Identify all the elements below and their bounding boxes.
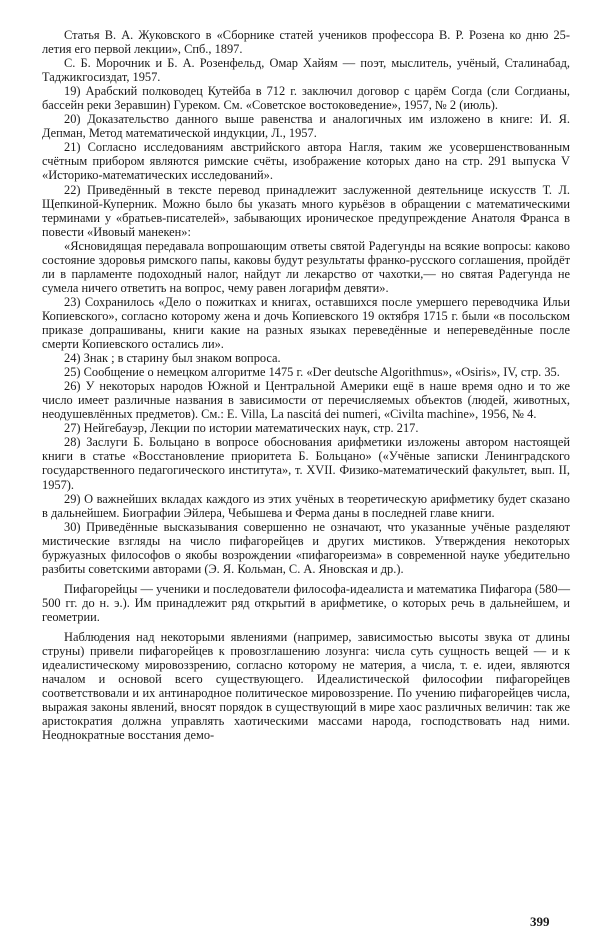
note-20: 20) Доказательство данного выше равенства и аналогичных им изложено в книге: И. Я. Депман, Метод математической индукции, Л., 1957. bbox=[42, 112, 570, 141]
note-morochnik: С. Б. Морочник и Б. А. Розенфельд, Омар Хайям — поэт, мыслитель, учёный, Сталинабад, Таджикгосиздат, 1957. bbox=[42, 56, 570, 85]
note-30: 30) Приведённые высказывания совершенно не означают, что указанные учёные разделяют мистические взгляды на число пифагорейцев и других мистиков. Утверждения некоторых буржуазных философов о якобы возрождении «пифагореизма» в современной науке убедительно разбиты советскими авторами (Э. Я. Кольман, С. А. Яновская и др.). bbox=[42, 519, 570, 576]
note-22-quote: «Ясновидящая передавала вопрошающим ответы святой Радегунды на всякие вопросы: каково состояние здоровья римского папы, каковы будут результаты франко-русского соглашения, пройдёт ли в парламенте подоходный налог, найдут ли лекарство от чахотки,— но святая Радегунда не сумела ничего ответить на вопрос, чему равен логарифм девяти». bbox=[42, 238, 570, 295]
notes-text bbox=[42, 28, 570, 742]
note-28: 28) Заслуги Б. Больцано в вопросе обоснования арифметики изложены автором настоящей книги в статье «Восстановление приоритета Б. Больцано» («Учёные записки Ленинградского государственного педагогического института», т. XVII. Физико-математический факультет, вып. II, 1957). bbox=[42, 435, 570, 492]
note-pythagoreans: Пифагорейцы — ученики и последователи философа-идеалиста и математика Пифагора (580—500 гг. до н. э.). Им принадлежит ряд открытий в арифметике, о которых речь в дальнейшем, и геометрии. bbox=[42, 581, 570, 624]
note-27: 27) Нейгебауэр, Лекции по истории математических наук, стр. 217. bbox=[64, 421, 419, 436]
note-29: 29) О важнейших вкладах каждого из этих учёных в теоретическую арифметику будет сказано в дальнейшем. Биографии Эйлера, Чебышева и Ферма даны в последней главе книги. bbox=[42, 491, 570, 520]
note-19: 19) Арабский полководец Кутейба в 712 г. заключил договор с царём Согда (сли Согдианы, бассейн реки Зеравшин) Гуреком. См. «Советское востоковедение», 1957, № 2 (июль). bbox=[42, 84, 570, 113]
note-zhukovsky: Статья В. А. Жуковского в «Сборнике статей учеников профессора В. Р. Розена ко дню 25-летия его первой лекции», Спб., 1897. bbox=[42, 28, 570, 57]
note-23: 23) Сохранилось «Дело о пожитках и книгах, оставшихся после умершего переводчика Ильи Копиевского», согласно которому жена и дочь Копиевского 19 октября 1715 г. были «в посольском приказе допрашиваны, книги какие на разных языках переведённые и непереведённые после смерти Копиевского остались ли». bbox=[42, 294, 570, 352]
note-24: 24) Знак ; в старину был знаком вопроса. bbox=[64, 351, 281, 366]
note-26: 26) У некоторых народов Южной и Центральной Америки ещё в наше время одно и то же число имеет различные названия в зависимости от перечисляемых объектов (людей, животных, неодушевлённых предметов). См.: E. Villa, La nascitá dei numeri, «Civilta machine», 1956, № 4. bbox=[42, 379, 570, 422]
page-number: 399 bbox=[530, 914, 550, 929]
note-22: 22) Приведённый в тексте перевод принадлежит заслуженной деятельнице искусств Т. Л. Щепкиной-Куперник. Можно было бы указать много курьёзов в обращении с математическими терминами у «братьев-писателей», забывающих ироническое предупреждение Анатоля Франса в повести «Ивовый манекен»: bbox=[42, 182, 570, 239]
note-21: 21) Согласно исследованиям австрийского автора Нагля, таким же усовершенствованным счётным прибором являются римские счёты, изображение которых дано на стр. 291 выпуска V «Историко-математических исследований». bbox=[42, 140, 570, 183]
note-25: 25) Сообщение о немецком алгоритме 1475 г. «Der deutsche Algorithmus», «Osiris», IV, стр. 35. bbox=[64, 365, 560, 380]
note-observations: Наблюдения над некоторыми явлениями (например, зависимостью высоты звука от длины струны) привели пифагорейцев к провозглашению лозунга: числа суть сущность вещей — и к идеалистическому мировоззрению, согласно которому не материя, а числа, т. е. идеи, являются началом и основой всего существующего. Идеалистической философии пифагорейцев соответствовали и их антинародное политическое мировоззрение. По учению пифагорейцев числа, выражая законы явлений, вносят порядок в существующий в мире хаос различных величин: так же аристократия должна управлять хаотическими массами народа, господствовать над ними. Неоднократные восстания демо- bbox=[42, 629, 570, 743]
